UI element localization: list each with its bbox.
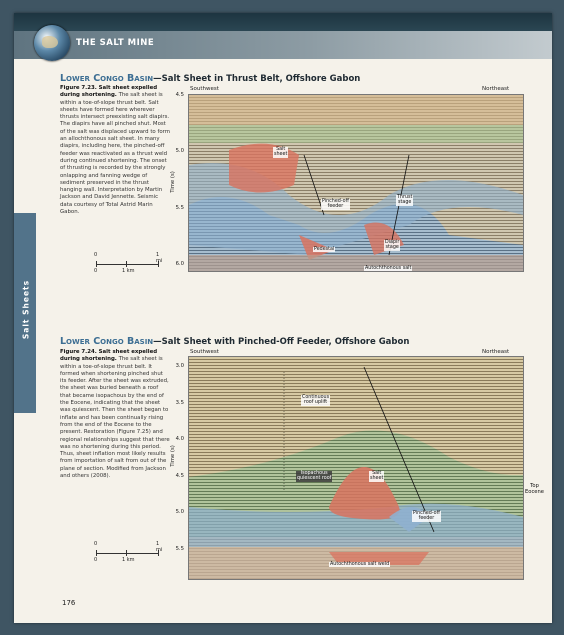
figure-1-diapir-stage-label: Diapir stage xyxy=(385,240,400,251)
figure-1-tick: 5.5 xyxy=(175,205,184,211)
figure-1-title: Lower Congo Basin—Salt Sheet in Thrust Belt, Offshore Gabon xyxy=(60,73,361,84)
figure-1-pedestal-label: Pedestal xyxy=(314,247,335,252)
figure-2-autochthonous-label: Autochthonous salt weld xyxy=(330,562,390,567)
figure-2-tick: 4.5 xyxy=(175,473,184,479)
book-page xyxy=(14,13,552,623)
figure-2-tick: 3.5 xyxy=(175,400,184,406)
figure-2-pinched-off-label: Pinched-off feeder xyxy=(413,511,440,522)
figure-2-basin: Lower Congo Basin xyxy=(60,336,154,347)
figure-2-tick: 3.0 xyxy=(175,363,184,369)
figure-2-tick: 5.0 xyxy=(175,509,184,515)
top-band xyxy=(14,13,552,31)
figure-1-axis-label: Time (s) xyxy=(169,171,176,193)
figure-2-title: Lower Congo Basin—Salt Sheet with Pinched-Off Feeder, Offshore Gabon xyxy=(60,336,410,347)
figure-2-caption: Figure 7.24. Salt sheet expelled during shortening. The salt sheet is within a toe-of-slope thrust belt. It formed when shortening pinched shut its feeder. After the sheet was extruded, the sheet was buried beneath a roof that became isopachous by the end of the Eocene, indicating that the sheet was quiescent. Then the sheet began to inflate and has been continually rising from the end of the Eocene to the present. Restoration (Figure 7.25) and regional relationships suggest that there was no shortening during this period. Thus, sheet inflation most likely results from importation of salt from out of the plane of section. Modified from Jackson and others (2008). xyxy=(60,349,170,480)
figure-1-caption: Figure 7.23. Salt sheet expelled during shortening. The salt sheet is within a toe-of-slope thrust belt. Salt sheets have formed here wherever thrusts intersect preexisting salt diapirs. The diapirs have all pinched shut. Most of the salt was displaced upward to form an allochthonous salt sheet. In many diapirs, including here, the pinched-off feeder was reactivated as a thrust weld during continued shortening. The onset of thrusting is recorded by the strongly onlapping and fanning wedge of sediment preserved in the thrust hanging wall. Interpretation by Martin Jackson and David Jennette. Seismic data courtesy of Total Astrid Marin Gabon. xyxy=(60,85,171,216)
figure-2-axis-label: Time (s) xyxy=(169,445,176,467)
figure-1-thrust-stage-label: Thrust stage xyxy=(397,195,413,206)
figure-2-salt-sheet-label: Salt sheet xyxy=(370,471,384,482)
figure-1-tick: 5.0 xyxy=(175,148,184,154)
figure-2-seismic-section xyxy=(188,356,524,580)
figure-1-salt-sheet-label: Salt sheet xyxy=(274,147,288,158)
figure-2-tick: 5.5 xyxy=(175,546,184,552)
figure-1-northeast-label: Northeast xyxy=(482,86,510,92)
figure-2-isopachous-label: Isopachous quiescent roof xyxy=(297,471,332,482)
figure-1-scalebar: 0 1 mi 0 1 km xyxy=(94,252,163,274)
figure-2-roof-uplift-label: Continuous roof uplift xyxy=(302,395,330,406)
figure-2-scalebar: 0 1 mi 0 1 km xyxy=(94,541,163,563)
figure-1-autochthonous-label: Autochthonous salt xyxy=(365,266,412,271)
figure-2-northeast-label: Northeast xyxy=(482,349,510,355)
figure-2-top-eocene-label: Top Eocene xyxy=(525,483,544,495)
figure-2-southwest-label: Southwest xyxy=(190,349,219,355)
figure-2-tick: 4.0 xyxy=(175,436,184,442)
figure-1-southwest-label: Southwest xyxy=(190,86,219,92)
figure-1-seismic-section xyxy=(188,94,524,272)
side-tab-label: Salt Sheets xyxy=(21,279,31,340)
figure-1-basin: Lower Congo Basin xyxy=(60,73,154,84)
header-title: THE SALT MINE xyxy=(76,38,155,48)
page-number: 176 xyxy=(62,599,76,607)
figure-1-tick: 4.5 xyxy=(175,92,184,98)
figure-1-tick: 6.0 xyxy=(175,261,184,267)
globe-icon xyxy=(34,25,70,61)
figure-1-pinched-off-label: Pinched-off feeder xyxy=(322,199,349,210)
